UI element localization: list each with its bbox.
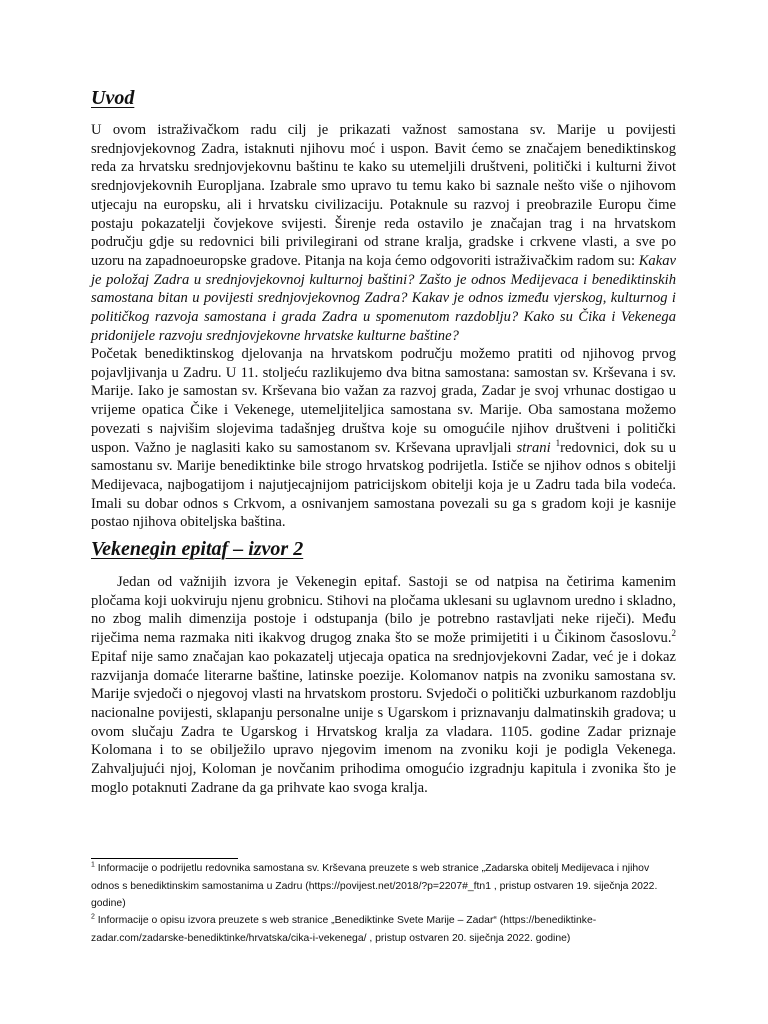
footnote-text: Informacije o opisu izvora preuzete s web stranice „Benediktinke Svete Marije – Zadar“ (https://benediktinke-zadar.com/zadarske-benediktinke/hrvatska/cika-i-vekenega/ , pristup ostvaren 20. siječnja 2022. godine) bbox=[91, 915, 597, 944]
benedictine-text-b: redovnici, dok su u samostanu sv. Marije benediktinke bile strogo hrvatskog podrijetla. Ističe se njihov odnos s obitelji Medijevaca, najbogatijom i najutjecajnijom patricijskom obitelji koja je u Zadru tada bila vodeća. Imali su dobar odnos s Crkvom, a osnivanjem samostana povezali su ga s gradom koji je kasnije postao njihova obiteljska baština. bbox=[91, 439, 676, 531]
section-title-epitaf: Vekenegin epitaf – izvor 2 bbox=[91, 538, 304, 560]
footnote-number: 1 bbox=[91, 861, 95, 869]
research-questions: Kakav je položaj Zadra u srednjovjekovnoj kulturnoj baštini? Zašto je odnos Medijevaca i benediktinskih samostana bitan u povijesti srednjovjekovnog Zadra? Kakav je odnos između vjerskog, kulturnog i političkog razvoja samostana i grada Zadra u spomenutom razdoblju? Kako su Čika i Vekenega pridonijele razvoju srednjovjekovne hrvatske kulturne baštine? bbox=[91, 252, 676, 344]
footnote-text: Informacije o podrijetlu redovnika samostana sv. Krševana preuzete s web stranice „Zadarska obitelj Medijevaca i njihov odnos s benediktinskim samostanima u Zadru (https://povijest.net/2018/?p=2207#_ftn1 , pristup ostvaren 19. siječnja 2022. godine) bbox=[91, 863, 658, 910]
footnote-ref-1[interactable]: 1 bbox=[555, 437, 561, 448]
epitaf-paragraph bbox=[91, 573, 676, 797]
footnote-number: 2 bbox=[91, 913, 95, 921]
footnote-ref-2[interactable]: 2 bbox=[671, 628, 676, 639]
epitaf-text-b: Epitaf nije samo značajan kao pokazatelj utjecaja opatica na srednjovjekovni Zadar, već je i dokaz razvijanja domaće literarne baštine, latinske poezije. Kolomanov natpis na zvoniku samostana sv. Marije svjedoči o njegovoj vlasti na hrvatskom prostoru. Svjedoči o politički uzburkanom razdoblju nacionalne povijesti, sklapanju personalne unije s Ugarskom i priznavanju dalmatinskih gradova; u ovom slučaju Zadra te Ugarskog i Hrvatskog kralja za vladara. 1105. godine Zadar priznaje Kolomana i to se obilježilo upravo njegovim imenom na zvoniku koji je podigla Vekenega. Zahvaljujući njoj, Koloman je novčanim prihodima omogućio izgradnju kapitula i zvonika što je moglo potaknuti Zadrane da ga prihvate kao svoga kralja. bbox=[91, 648, 676, 796]
benedictine-text-a: Početak benediktinskog djelovanja na hrvatskom području možemo pratiti od njihovog prvog pojavljivanja u Zadru. U 11. stoljeću razlikujemo dva bitna samostana: samostan sv. Krševana i sv. Marije. Iako je samostan sv. Krševana bio važan za razvoj grada, Zadar je svoj vrhunac dostigao u vrijeme opatica Čike i Vekenege, utemeljiteljica samostana sv. Marije. Oba samostana možemo povezati s najvišim slojevima tadašnjeg društva koje su omogućile njihov društveni i politički uspon. Važno je naglasiti kako su samostanom sv. Krševana upravljali bbox=[91, 346, 676, 456]
strani-word: strani bbox=[516, 439, 551, 456]
epitaf-text-a: Jedan od važnijih izvora je Vekenegin epitaf. Sastoji se od natpisa na četirima kamenim pločama koji uokviruju njenu grobnicu. Stihovi na pločama uklesani su uglavnom uredno i skladno, no zbog malih dimenzija postoje i odstupanja (bilo je potrebno rastavljati neke riječi). Među riječima nema razmaka niti ikakvog drugog znaka što se može primijetiti i u Čikinom časoslovu. bbox=[91, 574, 676, 647]
section-title-uvod: Uvod bbox=[91, 87, 135, 109]
footnote-divider bbox=[91, 858, 238, 859]
intro-paragraph bbox=[91, 121, 676, 345]
intro-text: U ovom istraživačkom radu cilj je prikazati važnost samostana sv. Marije u povijesti srednjovjekovnog Zadra, istaknuti njihovu moć i uspon. Bavit ćemo se značajem benediktinskog reda za hrvatsku srednjovjekovnu baštinu te kako su utemeljili društveni, politički i kulturni život srednjovjekovnih Europljana. Izabrale smo upravo tu temu kako bi saznale nešto više o njihovom utjecaju na europsku, ali i hrvatsku civilizaciju. Potaknule su razvoj i preobrazile Europu čime postaju pokazatelji čovjekove svijesti. Širenje reda ostavilo je značajan trag i na hrvatskom području gdje su redovnici bili privilegirani od strane kralja, gradske i crkvene vlasti, a sve po uzoru na zapadnoeuropske gradove. Pitanja na koja ćemo odgovoriti istraživačkim radom su: bbox=[91, 122, 676, 269]
footnote-2 bbox=[91, 912, 676, 947]
benedictine-paragraph bbox=[91, 345, 676, 532]
footnote-1 bbox=[91, 860, 676, 913]
